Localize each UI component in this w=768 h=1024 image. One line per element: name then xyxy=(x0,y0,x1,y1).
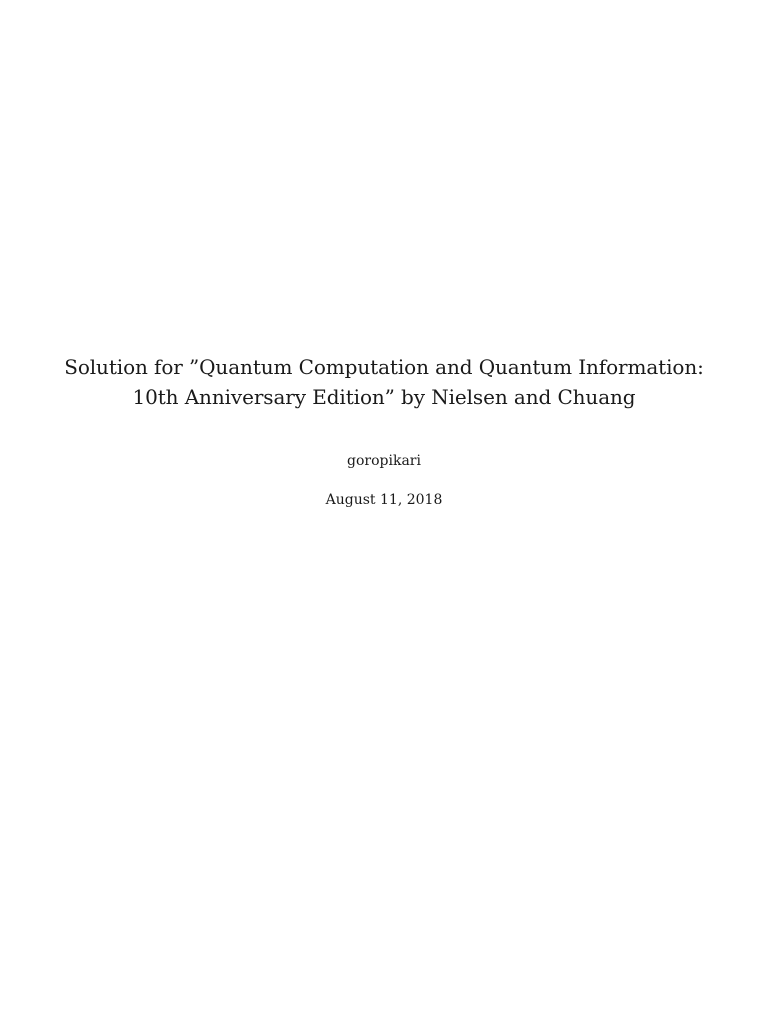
publication-date: August 11, 2018 xyxy=(325,492,443,508)
document-title xyxy=(0,352,768,412)
author-name: goropikari xyxy=(347,453,421,469)
title-line-1: Solution for ”Quantum Computation and Quantum Information: xyxy=(64,355,704,379)
title-line-2: 10th Anniversary Edition” by Nielsen and Chuang xyxy=(132,385,636,409)
